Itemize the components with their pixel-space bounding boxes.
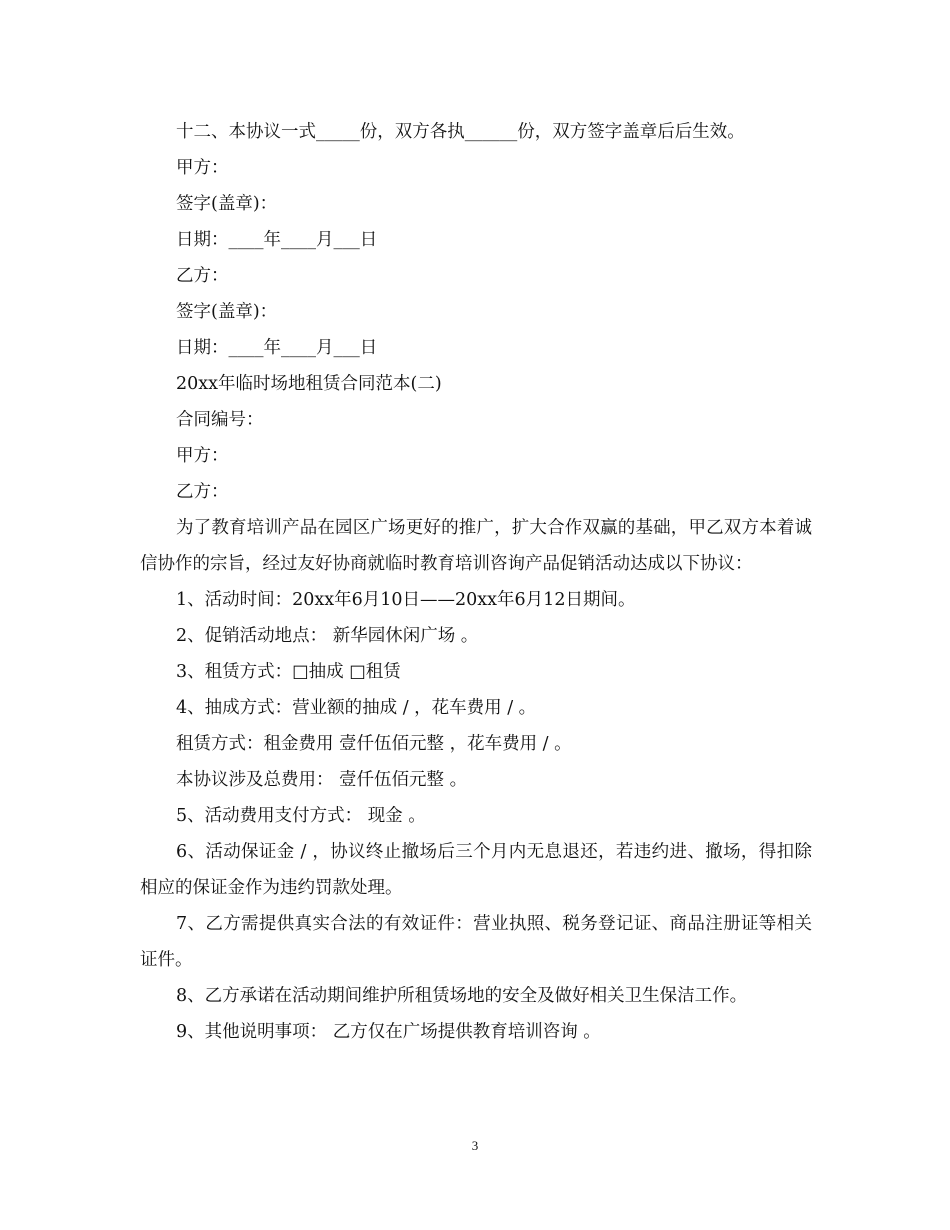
document-body: [140, 114, 812, 1050]
page-number: 3: [471, 1138, 479, 1153]
party-a-date-line: 日期：____年____月___日: [176, 230, 378, 250]
rental-method-line: 租赁方式：租金费用 壹仟伍佰元整 ，花车费用 / 。: [176, 734, 572, 754]
clause-9: 9、其他说明事项： 乙方仅在广场提供教育培训咨询 。: [176, 1022, 601, 1042]
clause-5: 5、活动费用支付方式： 现金 。: [176, 806, 426, 826]
clause-8: 8、乙方承诺在活动期间维护所租赁场地的安全及做好相关卫生保洁工作。: [176, 986, 748, 1006]
clause-6: 6、活动保证金 / ，协议终止撤场后三个月内无息退还，若违约进、撤场，得扣除相应的保证金作为违约罚款处理。: [140, 842, 812, 898]
clause-4: 4、抽成方式：营业额的抽成 / ，花车费用 / 。: [176, 698, 537, 718]
intro-paragraph: 为了教育培训产品在园区广场更好的推广，扩大合作双赢的基础，甲乙双方本着诚信协作的宗旨，经过友好协商就临时教育培训咨询产品促销活动达成以下协议：: [140, 518, 812, 574]
party-b-label: 乙方：: [176, 266, 229, 286]
party-a-line: 甲方：: [176, 446, 229, 466]
contract-number-line: 合同编号：: [176, 410, 264, 430]
party-b-signature-line: 签字(盖章)：: [176, 302, 278, 322]
clause-2: 2、促销活动地点： 新华园休闲广场 。: [176, 626, 479, 646]
contract-title: 20xx年临时场地租赁合同范本(二): [176, 374, 442, 394]
clause-12-line: 十二、本协议一式_____份，双方各执______份，双方签字盖章后后生效。: [176, 122, 745, 142]
clause-7: 7、乙方需提供真实合法的有效证件：营业执照、税务登记证、商品注册证等相关证件。: [140, 914, 812, 970]
clause-3: 3、租赁方式：□抽成 □租赁: [176, 662, 401, 682]
clause-1: 1、活动时间：20xx年6月10日——20xx年6月12日期间。: [176, 590, 636, 610]
total-cost-line: 本协议涉及总费用： 壹仟伍佰元整 。: [176, 770, 468, 790]
party-a-label: 甲方：: [176, 158, 229, 178]
party-b-date-line: 日期：____年____月___日: [176, 338, 378, 358]
party-a-signature-line: 签字(盖章)：: [176, 194, 278, 214]
party-b-line: 乙方：: [176, 482, 229, 502]
